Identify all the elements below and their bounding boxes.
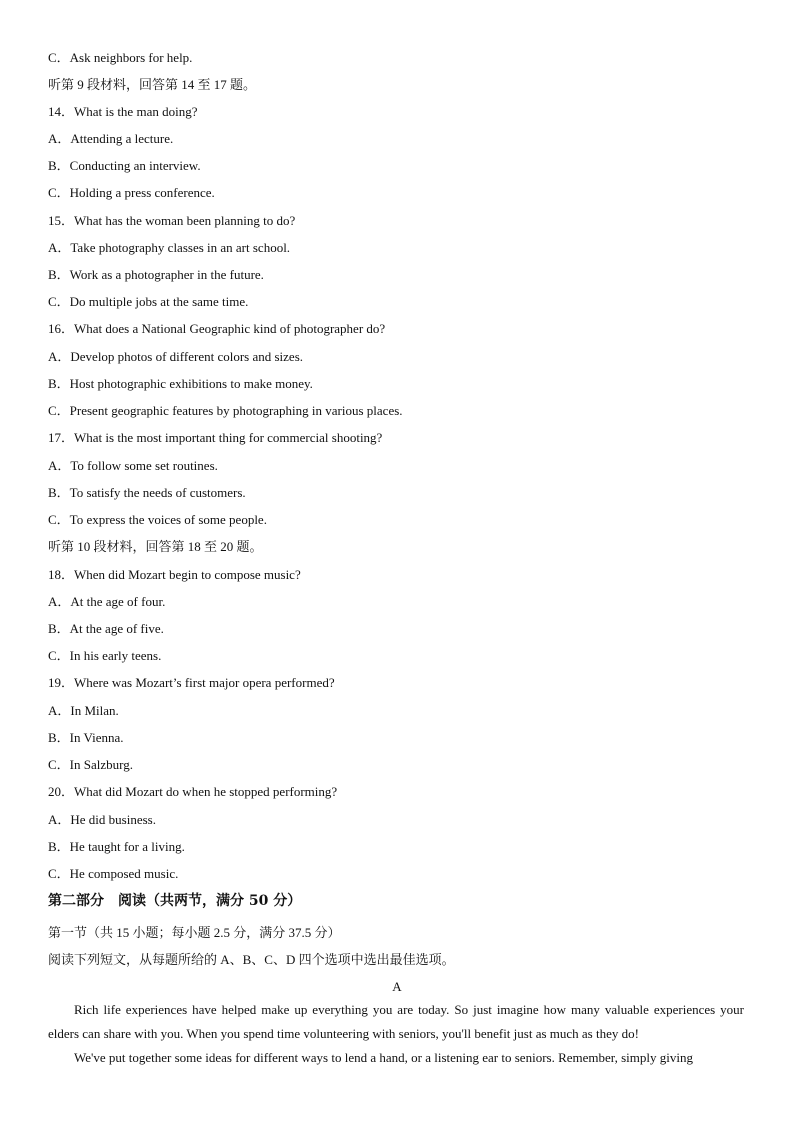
option-17a: A．To follow some set routines. (48, 458, 218, 473)
section-instruction-10: 听第 10 段材料，回答第 18 至 20 题。 (48, 539, 263, 554)
option-13c: C．Ask neighbors for help. (48, 50, 193, 65)
question-15: 15．What has the woman been planning to do? (48, 213, 296, 228)
option-19b: B．In Vienna. (48, 730, 124, 745)
option-18b: B．At the age of five. (48, 621, 164, 636)
option-20c: C．He composed music. (48, 866, 179, 881)
passage-paragraph-1: Rich life experiences have helped make up everything you are today. So just imagine how many valuable experiences your elders can share with you. When you spend time volunteering with seniors, you'll benefit just as much as they do! (48, 1002, 744, 1041)
option-19c: C．In Salzburg. (48, 757, 133, 772)
section-heading: 第一节（共 15 小题；每小题 2.5 分，满分 37.5 分） (48, 925, 341, 940)
option-15a: A．Take photography classes in an art school. (48, 240, 291, 255)
option-16a: A．Develop photos of different colors and sizes. (48, 349, 304, 364)
passage-label: A (392, 979, 402, 994)
question-16: 16．What does a National Geographic kind of photographer do? (48, 321, 386, 336)
option-15b: B．Work as a photographer in the future. (48, 267, 264, 282)
option-17b: B．To satisfy the needs of customers. (48, 485, 246, 500)
option-14c: C．Holding a press conference. (48, 185, 215, 200)
section-instruction-9: 听第 9 段材料，回答第 14 至 17 题。 (48, 77, 257, 92)
reading-instruction: 阅读下列短文，从每题所给的 A、B、C、D 四个选项中选出最佳选项。 (48, 952, 455, 967)
option-14a: A．Attending a lecture. (48, 131, 174, 146)
option-16c: C．Present geographic features by photographing in various places. (48, 403, 403, 418)
option-20a: A．He did business. (48, 812, 156, 827)
option-15c: C．Do multiple jobs at the same time. (48, 294, 249, 309)
question-20: 20．What did Mozart do when he stopped performing? (48, 784, 338, 799)
option-19a: A．In Milan. (48, 703, 119, 718)
question-14: 14．What is the man doing? (48, 104, 198, 119)
question-17: 17．What is the most important thing for commercial shooting? (48, 430, 383, 445)
question-18: 18．When did Mozart begin to compose music? (48, 567, 301, 582)
option-18a: A．At the age of four. (48, 594, 166, 609)
part-heading: 第二部分 阅读（共两节，满分 50 分） (48, 893, 302, 909)
question-19: 19．Where was Mozart’s first major opera performed? (48, 675, 335, 690)
option-17c: C．To express the voices of some people. (48, 512, 267, 527)
option-16b: B．Host photographic exhibitions to make money. (48, 376, 313, 391)
passage-paragraph-2: We've put together some ideas for different ways to lend a hand, or a listening ear to seniors. Remember, simply giving (74, 1050, 693, 1065)
option-20b: B．He taught for a living. (48, 839, 185, 854)
option-18c: C．In his early teens. (48, 648, 162, 663)
option-14b: B．Conducting an interview. (48, 158, 201, 173)
